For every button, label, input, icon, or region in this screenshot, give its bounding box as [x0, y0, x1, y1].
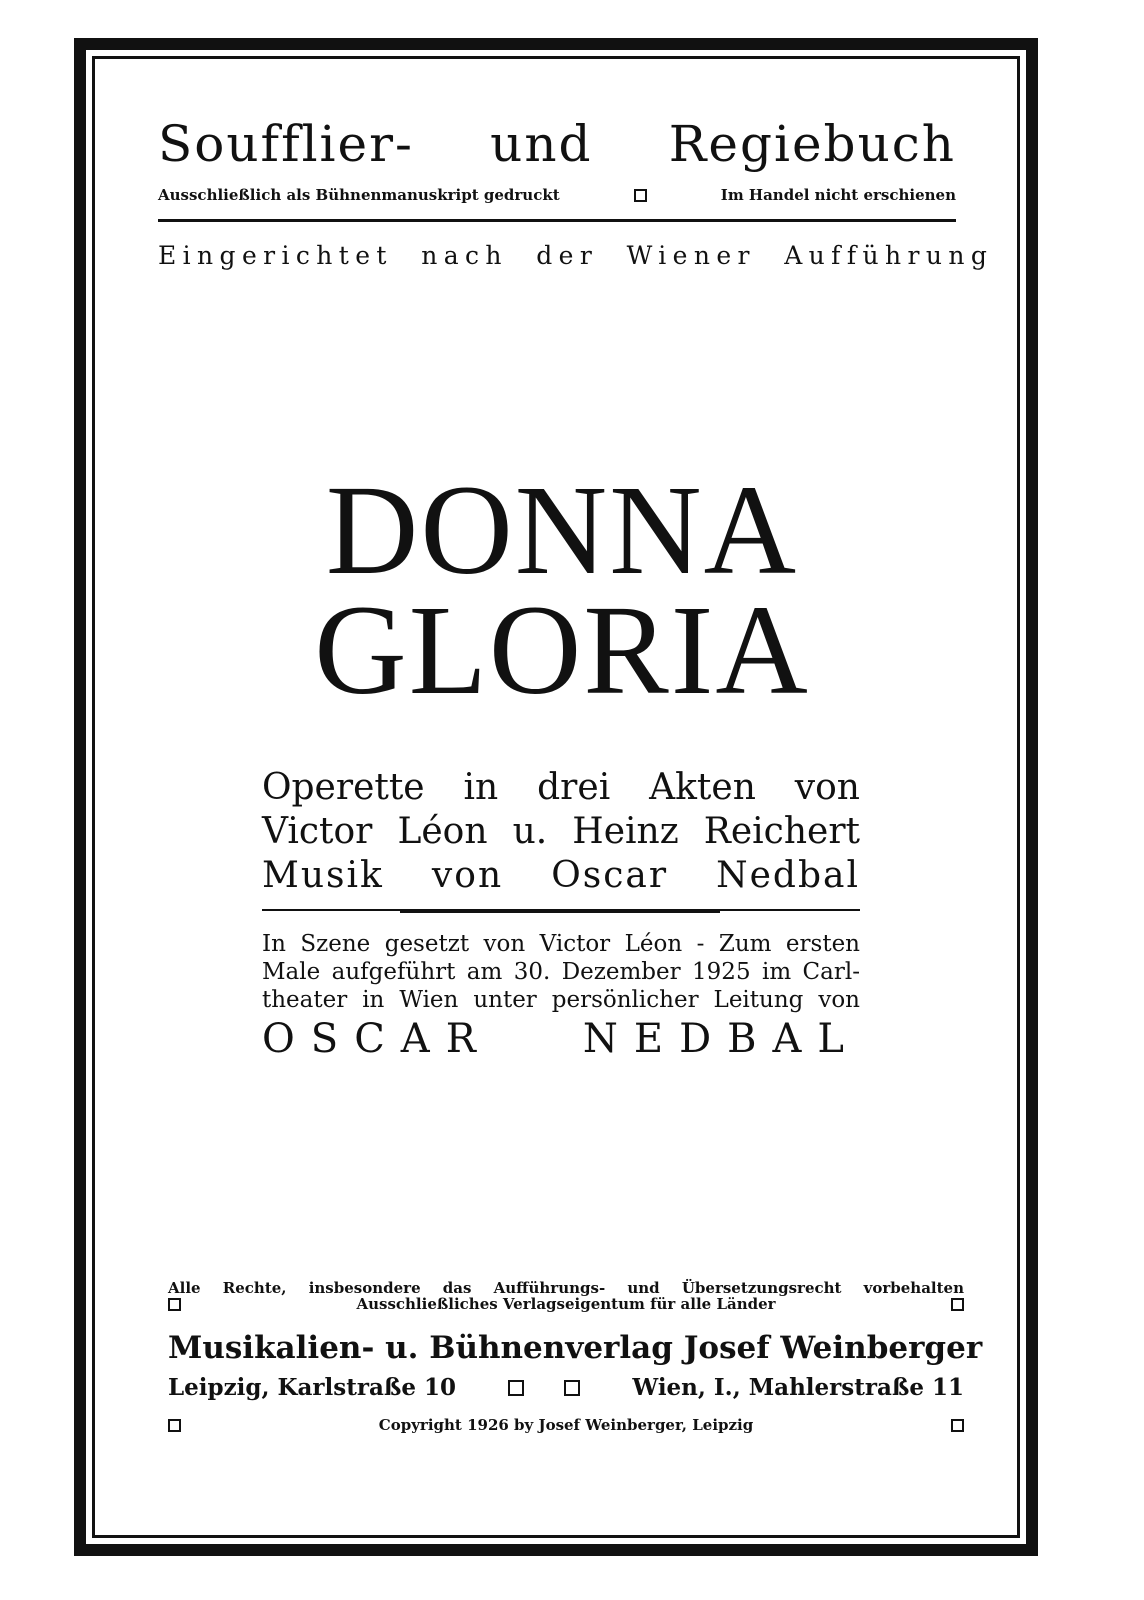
staging-line2: Male aufgeführt am 30. Dezember 1925 im Carl-: [262, 959, 860, 985]
credits-line3: Musik von Oscar Nedbal: [262, 855, 860, 896]
square-ornament-icon: [951, 1419, 964, 1432]
copyright-notice: Copyright 1926 by Josef Weinberger, Leipzig: [378, 1416, 754, 1434]
work-title-line2: GLORIA: [314, 579, 810, 721]
copyright-row: [168, 1414, 964, 1436]
address-leipzig: Leipzig, Karlstraße 10: [168, 1374, 456, 1401]
ownership-notice: Ausschließliches Verlagseigentum für alle Länder: [356, 1295, 776, 1313]
square-ornament-icon: [634, 189, 647, 202]
header-sub-right: Im Handel nicht erschienen: [720, 186, 956, 204]
header-title-left: Soufflier-: [158, 115, 414, 173]
header-title-right: Regiebuch: [668, 115, 956, 173]
ownership-row: [168, 1294, 964, 1314]
address-ornaments: [508, 1380, 580, 1396]
header-rule: [158, 219, 956, 222]
header-sub-left: Ausschließlich als Bühnenmanuskript gedruckt: [158, 186, 560, 204]
credits-line1: Operette in drei Akten von: [262, 767, 860, 808]
staging-line3: theater in Wien unter persönlicher Leitung von: [262, 987, 860, 1013]
address-wien: Wien, I., Mahlerstraße 11: [632, 1374, 964, 1401]
divider-rule-bold: [400, 909, 720, 913]
header-subtitle: [158, 184, 956, 206]
header-arrangement-note: Eingerichtet nach der Wiener Aufführung: [158, 241, 994, 270]
header-title-mid: und: [490, 115, 593, 173]
square-ornament-icon: [168, 1298, 181, 1311]
staging-line1: In Szene gesetzt von Victor Léon - Zum ersten: [262, 931, 860, 957]
square-ornament-icon: [508, 1380, 524, 1396]
square-ornament-icon: [564, 1380, 580, 1396]
credits-line2: Victor Léon u. Heinz Reichert: [262, 811, 860, 852]
publisher-name: Musikalien- u. Bühnenverlag Josef Weinberger: [168, 1330, 983, 1366]
work-title-line1: DONNA: [325, 459, 799, 601]
square-ornament-icon: [951, 1298, 964, 1311]
address-row: [168, 1371, 964, 1405]
square-ornament-icon: [168, 1419, 181, 1432]
conductor-name: OSCAR NEDBAL: [262, 1016, 860, 1062]
rights-notice: Alle Rechte, insbesondere das Aufführungs- und Übersetzungsrecht vorbehalten: [168, 1279, 964, 1297]
header-title: [158, 112, 956, 176]
